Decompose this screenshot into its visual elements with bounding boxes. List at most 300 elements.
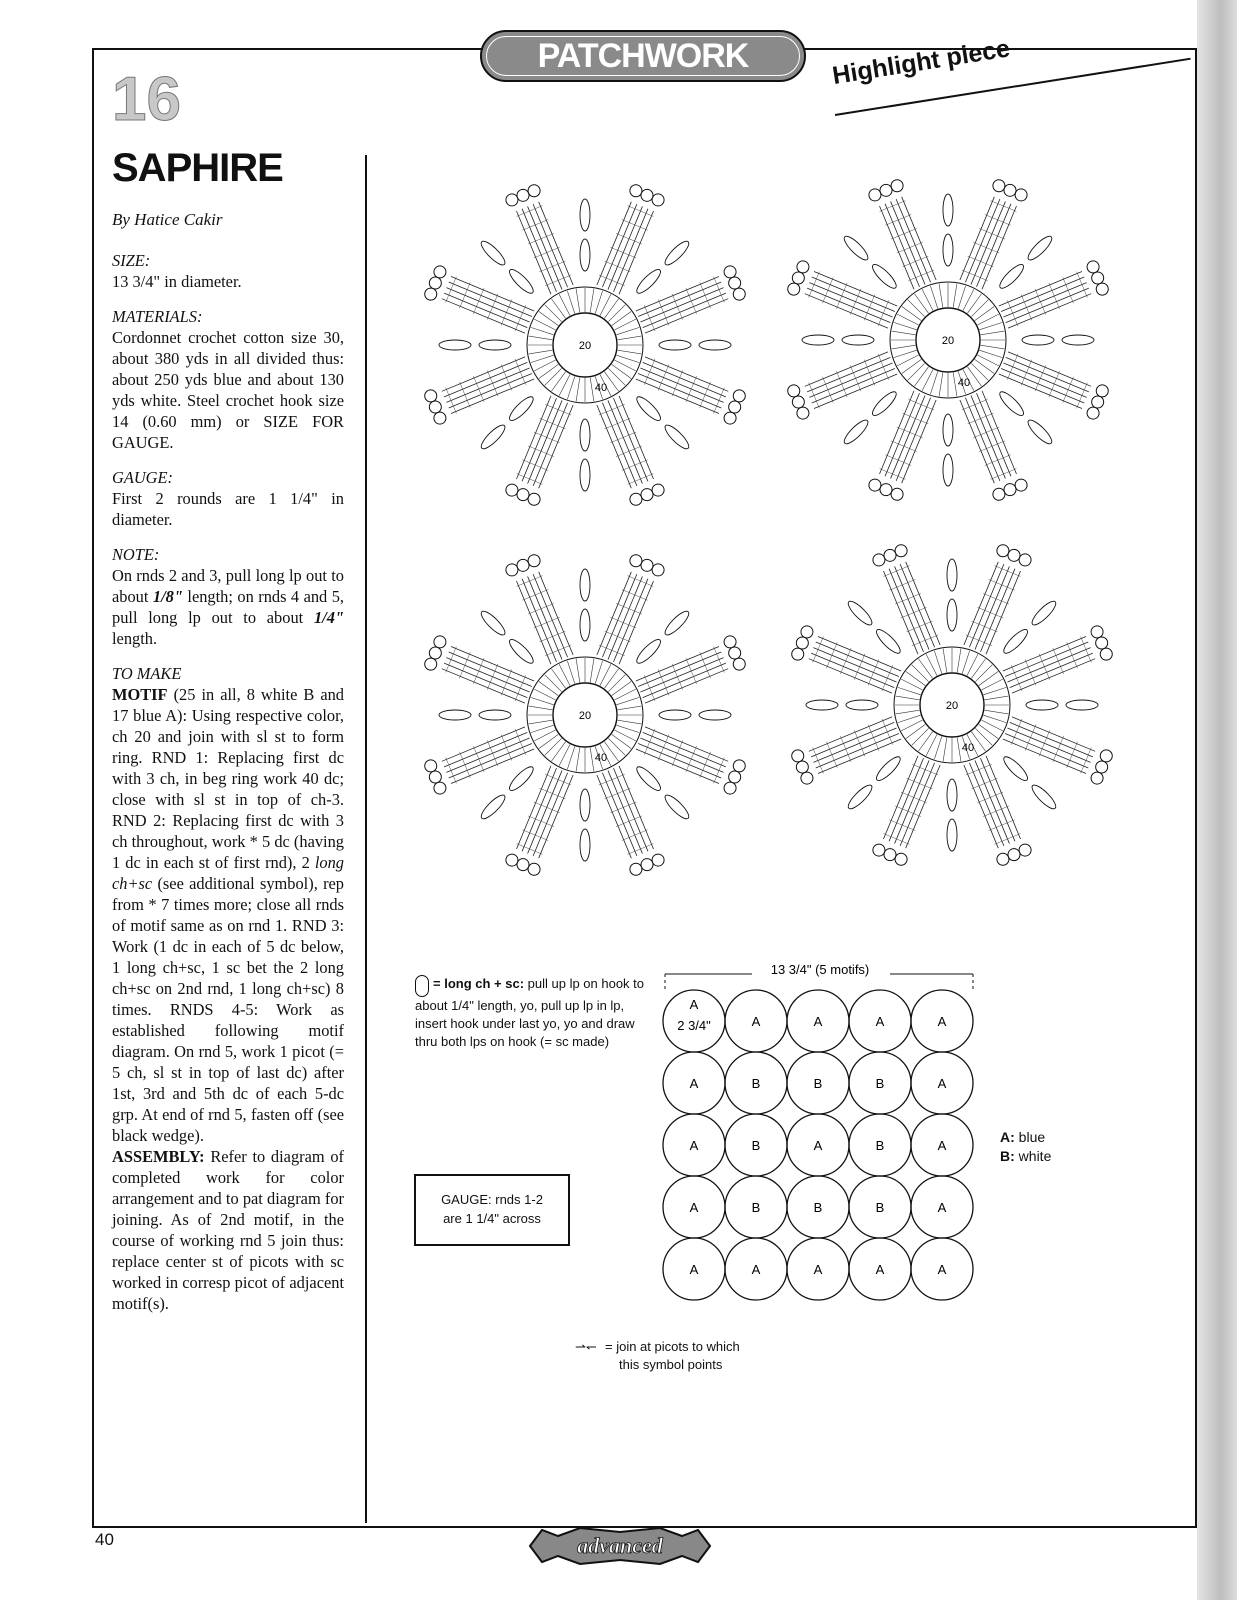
dc-crossbar bbox=[884, 566, 910, 577]
dc-column bbox=[638, 282, 721, 316]
dc-column bbox=[814, 272, 897, 306]
dc-crossbar bbox=[534, 617, 560, 628]
dc-crossbar bbox=[515, 359, 526, 385]
picot bbox=[880, 184, 892, 196]
dc-stitch bbox=[981, 720, 1002, 731]
picot bbox=[1004, 184, 1016, 196]
picot bbox=[884, 549, 896, 561]
dc-crossbar bbox=[610, 802, 636, 813]
long-ch-sc-loop bbox=[943, 194, 953, 226]
picot bbox=[729, 647, 741, 659]
dc-crossbar bbox=[622, 460, 648, 471]
color-code: B: bbox=[1000, 1148, 1015, 1164]
dc-crossbar bbox=[908, 270, 934, 281]
dc-column bbox=[522, 209, 556, 292]
dc-crossbar bbox=[658, 300, 669, 326]
dc-stitch bbox=[914, 367, 928, 386]
dc-stitch bbox=[539, 734, 558, 748]
dc-column bbox=[816, 734, 899, 768]
dc-crossbar bbox=[891, 441, 917, 452]
dc-crossbar bbox=[991, 201, 1017, 212]
dc-stitch bbox=[918, 659, 932, 678]
gauge-box bbox=[414, 1174, 570, 1246]
dc-crossbar bbox=[908, 399, 934, 410]
dc-crossbar bbox=[891, 228, 917, 239]
dc-crossbar bbox=[895, 806, 921, 817]
dc-crossbar bbox=[714, 388, 725, 414]
dc-stitch bbox=[967, 294, 981, 313]
dc-column bbox=[449, 282, 532, 316]
dc-column bbox=[965, 199, 999, 282]
dc-crossbar bbox=[809, 272, 820, 298]
dc-column bbox=[1010, 722, 1093, 756]
long-ch-sc-loop bbox=[659, 340, 691, 350]
dc-crossbar bbox=[672, 370, 683, 396]
dc-column bbox=[813, 648, 896, 682]
dc-crossbar bbox=[622, 220, 648, 231]
assembly-motif-label: A bbox=[937, 1200, 947, 1215]
picot bbox=[1100, 750, 1112, 762]
dc-crossbar bbox=[517, 844, 543, 855]
dc-crossbar bbox=[1053, 736, 1064, 762]
dc-column bbox=[807, 288, 890, 322]
dc-column bbox=[444, 362, 527, 396]
assembly-motif-label: B bbox=[875, 1200, 885, 1215]
dc-stitch bbox=[896, 696, 920, 700]
picot bbox=[792, 648, 804, 660]
dc-stitch bbox=[897, 355, 918, 366]
dc-column bbox=[1001, 277, 1084, 311]
long-ch-sc-loop bbox=[841, 233, 871, 263]
motif-size-label: 2 3/4" bbox=[677, 1018, 711, 1033]
assembly-motif-label: B bbox=[751, 1200, 761, 1215]
dc-stitch bbox=[894, 322, 917, 329]
picot bbox=[797, 261, 809, 273]
color-name: blue bbox=[1018, 1129, 1046, 1145]
dc-column bbox=[807, 357, 890, 391]
dc-stitch bbox=[600, 294, 611, 315]
long-ch-sc-loop bbox=[478, 608, 508, 638]
dc-crossbar bbox=[487, 664, 498, 690]
long-ch-sc-loop bbox=[662, 608, 692, 638]
dc-stitch bbox=[906, 724, 925, 738]
dc-column bbox=[645, 357, 728, 391]
dc-crossbar bbox=[1053, 648, 1064, 674]
dc-stitch bbox=[559, 744, 570, 765]
picot bbox=[724, 782, 736, 794]
dc-stitch bbox=[595, 291, 602, 314]
dc-crossbar bbox=[884, 834, 910, 845]
dc-crossbar bbox=[473, 376, 484, 402]
dc-crossbar bbox=[827, 642, 838, 668]
assembly-motif-label: A bbox=[689, 997, 699, 1012]
badge-label: advanced bbox=[577, 1533, 663, 1558]
long-ch-sc-loop bbox=[947, 559, 957, 591]
dc-column bbox=[1007, 648, 1090, 682]
dc-stitch bbox=[616, 725, 639, 732]
dc-crossbar bbox=[616, 816, 642, 827]
pattern-title: SAPHIRE bbox=[112, 146, 283, 190]
assembly-motif-label: B bbox=[875, 1076, 885, 1091]
long-ch-sc-loop bbox=[846, 700, 878, 710]
dc-stitch bbox=[975, 728, 992, 745]
long-ch-sc-loop bbox=[662, 422, 692, 452]
dc-crossbar bbox=[1077, 383, 1088, 409]
long-ch-sc-loop bbox=[478, 422, 508, 452]
picot bbox=[873, 844, 885, 856]
note-emphasis: 1/8" bbox=[152, 587, 183, 606]
long-ch-sc-loop bbox=[580, 609, 590, 641]
dc-column bbox=[602, 773, 636, 856]
picot bbox=[792, 272, 804, 284]
dc-stitch bbox=[979, 724, 998, 738]
dc-column bbox=[446, 658, 529, 692]
long-ch-sc-loop bbox=[507, 764, 537, 794]
long-ch-sc-loop bbox=[874, 754, 904, 784]
dc-crossbar bbox=[686, 376, 697, 402]
long-ch-sc-loop bbox=[634, 764, 664, 794]
dc-crossbar bbox=[1035, 289, 1046, 315]
dc-stitch bbox=[971, 659, 985, 678]
long-ch-sc-loop bbox=[1025, 233, 1055, 263]
dc-column bbox=[977, 393, 1011, 476]
dc-crossbar bbox=[545, 275, 571, 286]
dc-column bbox=[1007, 728, 1090, 762]
picot bbox=[506, 854, 518, 866]
dc-stitch bbox=[901, 679, 922, 690]
dc-stitch bbox=[985, 696, 1009, 700]
dc-stitch bbox=[943, 649, 947, 673]
long-ch-sc-loop bbox=[580, 789, 590, 821]
join-line: = join at picots to which bbox=[605, 1339, 740, 1354]
dc-crossbar bbox=[528, 603, 554, 614]
dc-crossbar bbox=[515, 675, 526, 701]
dc-column bbox=[812, 369, 895, 403]
dc-column bbox=[1005, 734, 1088, 768]
dc-column bbox=[636, 647, 719, 681]
picot bbox=[733, 288, 745, 300]
assembly-part: Refer to diagram of completed work for color arrangement and to pat diagram for joining. As of 2nd motif, in the course of working rnd 5 join thus: replace center st of picots with sc worked in corresp picot of adjacent motif(s). bbox=[112, 1147, 344, 1313]
dc-column bbox=[902, 197, 936, 280]
dc-stitch bbox=[981, 679, 1002, 690]
dc-crossbar bbox=[897, 242, 923, 253]
dc-crossbar bbox=[979, 228, 1005, 239]
picot bbox=[788, 283, 800, 295]
dc-column bbox=[608, 206, 642, 289]
long-ch-sc-loop bbox=[806, 700, 838, 710]
dc-column bbox=[643, 732, 726, 766]
dc-crossbar bbox=[686, 658, 697, 684]
long-ch-sc-loop bbox=[478, 238, 508, 268]
long-ch-sc-loop bbox=[1026, 700, 1058, 710]
dc-stitch bbox=[897, 314, 918, 325]
long-ch-sc-loop bbox=[699, 710, 731, 720]
assembly-motif-label: A bbox=[813, 1138, 823, 1153]
dc-column bbox=[814, 374, 897, 408]
long-ch-sc-loop bbox=[478, 792, 508, 822]
width-dimension-label: 13 3/4" (5 motifs) bbox=[770, 962, 870, 977]
assembly-motif-label: A bbox=[875, 1014, 885, 1029]
assembly-motif-label: A bbox=[813, 1262, 823, 1277]
stitch-legend bbox=[415, 975, 645, 1051]
picot bbox=[630, 493, 642, 505]
dc-column bbox=[1008, 294, 1091, 328]
long-ch-sc-loop bbox=[634, 394, 664, 424]
dc-stitch bbox=[559, 294, 570, 315]
dc-column bbox=[645, 299, 728, 333]
dc-crossbar bbox=[1035, 365, 1046, 391]
dc-column bbox=[645, 727, 728, 761]
dc-stitch bbox=[616, 355, 639, 362]
picot bbox=[873, 554, 885, 566]
dc-column bbox=[880, 391, 914, 474]
dc-column bbox=[643, 293, 726, 327]
dc-column bbox=[539, 405, 573, 488]
dc-column bbox=[602, 403, 636, 486]
dc-stitch bbox=[590, 748, 594, 772]
difficulty-badge bbox=[520, 1520, 720, 1572]
dc-crossbar bbox=[540, 788, 566, 799]
dc-column bbox=[442, 299, 525, 333]
long-ch-sc-loop bbox=[1022, 335, 1054, 345]
dc-crossbar bbox=[528, 446, 554, 457]
dc-crossbar bbox=[903, 413, 929, 424]
picot bbox=[434, 782, 446, 794]
picot bbox=[997, 853, 1009, 865]
picot bbox=[641, 559, 653, 571]
dc-crossbar bbox=[840, 736, 851, 762]
picot bbox=[1096, 283, 1108, 295]
dc-column bbox=[638, 652, 721, 686]
dc-crossbar bbox=[995, 834, 1021, 845]
picot bbox=[652, 484, 664, 496]
dc-crossbar bbox=[868, 660, 879, 686]
dc-crossbar bbox=[628, 844, 654, 855]
dc-stitch bbox=[608, 738, 625, 755]
dc-crossbar bbox=[672, 664, 683, 690]
dc-column bbox=[884, 756, 918, 839]
dc-stitch bbox=[957, 738, 961, 762]
picot bbox=[425, 390, 437, 402]
dc-column bbox=[975, 760, 1009, 843]
picot bbox=[528, 185, 540, 197]
dc-column bbox=[906, 562, 940, 645]
dc-column bbox=[982, 206, 1016, 289]
dc-stitch bbox=[612, 734, 631, 748]
dc-crossbar bbox=[973, 427, 999, 438]
long-ch-sc-loop bbox=[659, 710, 691, 720]
long-ch-sc-loop bbox=[943, 414, 953, 446]
dc-stitch bbox=[894, 350, 917, 357]
dc-crossbar bbox=[836, 283, 847, 309]
dc-crossbar bbox=[1025, 725, 1036, 751]
size-heading: SIZE: bbox=[112, 251, 151, 270]
picot bbox=[1092, 396, 1104, 408]
dc-column bbox=[969, 763, 1003, 846]
dc-column bbox=[813, 728, 896, 762]
long-ch-sc-loop bbox=[841, 417, 871, 447]
dc-column bbox=[977, 204, 1011, 287]
dc-stitch bbox=[604, 299, 618, 318]
dc-column bbox=[528, 770, 562, 853]
dc-crossbar bbox=[885, 455, 911, 466]
dc-crossbar bbox=[658, 365, 669, 391]
picot bbox=[895, 853, 907, 865]
dc-stitch bbox=[612, 311, 631, 325]
picot bbox=[1087, 261, 1099, 273]
dc-column bbox=[446, 368, 529, 402]
dc-column bbox=[602, 204, 636, 287]
picot bbox=[1096, 385, 1108, 397]
dc-stitch bbox=[971, 363, 988, 380]
dc-crossbar bbox=[854, 730, 865, 756]
picot bbox=[652, 564, 664, 576]
picot bbox=[1096, 637, 1108, 649]
dc-column bbox=[965, 398, 999, 481]
picot bbox=[425, 760, 437, 772]
assembly-motif-label: B bbox=[751, 1138, 761, 1153]
ring-label: 20 bbox=[945, 700, 959, 712]
picot bbox=[792, 396, 804, 408]
picot bbox=[506, 194, 518, 206]
dc-stitch bbox=[529, 720, 553, 724]
picot bbox=[517, 559, 529, 571]
dc-stitch bbox=[892, 345, 916, 349]
picot bbox=[506, 484, 518, 496]
assembly-motif-label: A bbox=[937, 1138, 947, 1153]
dc-column bbox=[1003, 363, 1086, 397]
dc-crossbar bbox=[968, 256, 994, 267]
color-key-row bbox=[1000, 1147, 1051, 1166]
dc-column bbox=[451, 277, 534, 311]
dc-column bbox=[809, 717, 892, 751]
picot bbox=[1091, 772, 1103, 784]
dc-column bbox=[608, 576, 642, 659]
dc-crossbar bbox=[622, 590, 648, 601]
dc-column bbox=[981, 569, 1015, 652]
dc-column bbox=[614, 209, 648, 292]
dc-crossbar bbox=[658, 670, 669, 696]
dc-stitch bbox=[918, 732, 932, 751]
dc-crossbar bbox=[460, 652, 471, 678]
note-part: length; on rnds 4 and 5, pull long lp out to about bbox=[112, 587, 345, 627]
dc-stitch bbox=[539, 681, 558, 695]
dc-crossbar bbox=[897, 427, 923, 438]
long-ch-sc-loop bbox=[1062, 335, 1094, 345]
dc-crossbar bbox=[995, 566, 1021, 577]
dc-column bbox=[640, 738, 723, 772]
dc-crossbar bbox=[460, 752, 471, 778]
picot bbox=[884, 849, 896, 861]
long-ch-sc-loop bbox=[580, 239, 590, 271]
long-ch-sc-loop bbox=[1029, 598, 1059, 628]
dc-crossbar bbox=[599, 645, 625, 656]
color-key-row bbox=[1000, 1128, 1051, 1147]
motif-label: MOTIF bbox=[112, 685, 168, 704]
dc-crossbar bbox=[517, 576, 543, 587]
dc-column bbox=[964, 765, 998, 848]
dc-column bbox=[444, 663, 527, 697]
dc-column bbox=[539, 572, 573, 655]
dc-crossbar bbox=[446, 647, 457, 673]
dc-crossbar bbox=[889, 820, 915, 831]
dc-crossbar bbox=[901, 607, 927, 618]
dc-crossbar bbox=[540, 418, 566, 429]
dc-stitch bbox=[595, 661, 602, 684]
dc-stitch bbox=[981, 345, 1005, 349]
dc-column bbox=[517, 766, 551, 849]
dc-crossbar bbox=[605, 788, 631, 799]
long-ch-sc-loop bbox=[1001, 627, 1031, 657]
assembly-motif-label: B bbox=[813, 1200, 823, 1215]
dc-crossbar bbox=[700, 382, 711, 408]
dc-column bbox=[442, 727, 525, 761]
dc-stitch bbox=[934, 651, 941, 674]
note-emphasis: 1/4" bbox=[313, 608, 344, 627]
dc-crossbar bbox=[501, 300, 512, 326]
long-ch-sc-loop bbox=[507, 267, 537, 297]
dc-crossbar bbox=[985, 455, 1011, 466]
dc-stitch bbox=[906, 671, 925, 685]
dc-column bbox=[969, 564, 1003, 647]
long-ch-sc-loop bbox=[580, 829, 590, 861]
dc-column bbox=[449, 374, 532, 408]
join-arrows-icon: ⇀↽ bbox=[575, 1339, 597, 1354]
dc-crossbar bbox=[644, 675, 655, 701]
dc-column bbox=[602, 574, 636, 657]
dc-column bbox=[960, 197, 994, 280]
dc-column bbox=[643, 663, 726, 697]
dc-crossbar bbox=[522, 830, 548, 841]
dc-crossbar bbox=[628, 474, 654, 485]
dc-crossbar bbox=[446, 758, 457, 784]
dc-crossbar bbox=[501, 365, 512, 391]
dc-column bbox=[896, 398, 930, 481]
legend-term: = long ch + sc: bbox=[433, 976, 525, 991]
dc-crossbar bbox=[1007, 354, 1018, 380]
dc-column bbox=[999, 272, 1082, 306]
picot bbox=[891, 488, 903, 500]
gauge-box-line: GAUGE: rnds 1-2 bbox=[441, 1192, 543, 1207]
dc-crossbar bbox=[977, 607, 1003, 618]
dc-crossbar bbox=[446, 388, 457, 414]
dc-crossbar bbox=[460, 282, 471, 308]
dc-column bbox=[539, 775, 573, 858]
picot bbox=[652, 194, 664, 206]
long-ch-sc-loop bbox=[997, 389, 1027, 419]
dc-column bbox=[960, 400, 994, 483]
dc-column bbox=[971, 201, 1005, 284]
dc-crossbar bbox=[989, 820, 1015, 831]
dc-crossbar bbox=[522, 590, 548, 601]
dc-column bbox=[640, 368, 723, 402]
picot bbox=[1015, 189, 1027, 201]
long-ch-sc-loop bbox=[845, 782, 875, 812]
dc-column bbox=[638, 744, 721, 778]
dc-crossbar bbox=[868, 725, 879, 751]
dc-crossbar bbox=[864, 295, 875, 321]
picot bbox=[434, 266, 446, 278]
dc-crossbar bbox=[985, 215, 1011, 226]
picot bbox=[528, 555, 540, 567]
picot bbox=[1004, 484, 1016, 496]
dc-crossbar bbox=[962, 270, 988, 281]
picot bbox=[434, 412, 446, 424]
long-ch-sc-loop bbox=[870, 389, 900, 419]
dc-crossbar bbox=[517, 474, 543, 485]
dc-column bbox=[1003, 739, 1086, 773]
dc-column bbox=[444, 732, 527, 766]
